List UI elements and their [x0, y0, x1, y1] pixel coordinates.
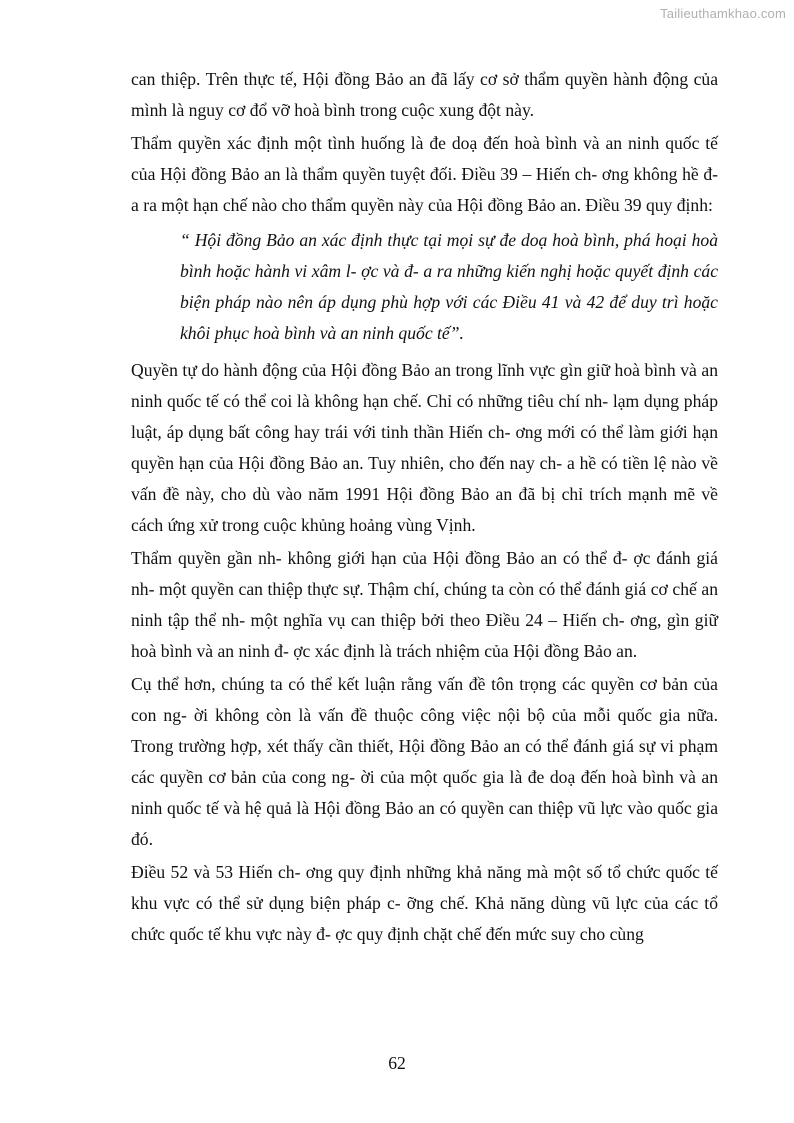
- quote-article-39: “ Hội đồng Bảo an xác định thực tại mọi sự đe doạ hoà bình, phá hoại hoà bình hoặc hành vi xâm l- ợc và đ- a ra những kiến nghị hoặc quyết định các biện pháp nào nên áp dụng phù hợp với các Điều 41 và 42 để duy trì hoặc khôi phục hoà bình và an ninh quốc tế”.: [180, 230, 718, 343]
- page-number: 62: [388, 1053, 406, 1073]
- paragraph-regional-organizations: Điều 52 và 53 Hiến ch- ơng quy định những khả năng mà một số tổ chức quốc tế khu vực có thể sử dụng biện pháp c- ỡng chế. Khả năng dùng vũ lực của các tổ chức quốc tế khu vực này đ- ợc quy định chặt chế đến mức suy cho cùng: [131, 862, 718, 944]
- watermark-text: Tailieuthamkhao.com: [660, 6, 786, 21]
- paragraph-authority: Thẩm quyền xác định một tình huống là đe doạ đến hoà bình và an ninh quốc tế của Hội đồng Bảo an là thẩm quyền tuyệt đối. Điều 39 – Hiến ch- ơng không hề đ- a ra một hạn chế nào cho thẩm quyền này của Hội đồng Bảo an. Điều 39 quy định:: [131, 133, 718, 215]
- document-body: [131, 64, 718, 952]
- paragraph-continuation: can thiệp. Trên thực tế, Hội đồng Bảo an đã lấy cơ sở thẩm quyền hành động của mình là nguy cơ đổ vỡ hoà bình trong cuộc xung đột này.: [131, 69, 718, 120]
- paragraph-intervention-right: Thẩm quyền gần nh- không giới hạn của Hội đồng Bảo an có thể đ- ợc đánh giá nh- một quyền can thiệp thực sự. Thậm chí, chúng ta còn có thể đánh giá cơ chế an ninh tập thể nh- một nghĩa vụ can thiệp bởi theo Điều 24 – Hiến ch- ơng, gìn giữ hoà bình và an ninh đ- ợc xác định là trách nhiệm của Hội đồng Bảo an.: [131, 548, 718, 661]
- paragraph-freedom-of-action: Quyền tự do hành động của Hội đồng Bảo an trong lĩnh vực gìn giữ hoà bình và an ninh quốc tế có thể coi là không hạn chế. Chỉ có những tiêu chí nh- lạm dụng pháp luật, áp dụng bất công hay trái với tinh thần Hiến ch- ơng mới có thể làm giới hạn quyền hạn của Hội đồng Bảo an. Tuy nhiên, cho đến nay ch- a hề có tiền lệ nào về vấn đề này, cho dù vào năm 1991 Hội đồng Bảo an đã bị chỉ trích mạnh mẽ về cách ứng xử trong cuộc khủng hoảng vùng Vịnh.: [131, 360, 718, 535]
- paragraph-human-rights: Cụ thể hơn, chúng ta có thể kết luận rằng vấn đề tôn trọng các quyền cơ bản của con ng- ời không còn là vấn đề thuộc công việc nội bộ của mỗi quốc gia nữa. Trong trường hợp, xét thấy cần thiết, Hội đồng Bảo an có thể đánh giá sự vi phạm các quyền cơ bản của cong ng- ời của một quốc gia là đe doạ đến hoà bình và an ninh quốc tế và hệ quả là Hội đồng Bảo an có quyền can thiệp vũ lực vào quốc gia đó.: [131, 674, 718, 849]
